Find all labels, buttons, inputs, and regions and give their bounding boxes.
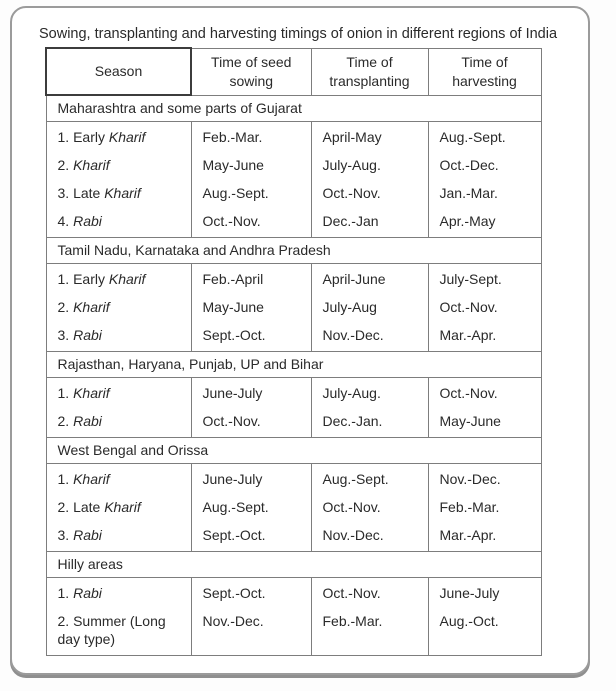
harvesting-value: Oct.-Nov. — [439, 298, 498, 315]
region-header-label: Rajasthan, Haryana, Punjab, UP and Bihar — [46, 351, 541, 377]
season-entry: 3. Rabi — [57, 326, 102, 343]
sowing-value: Sept.-Oct. — [202, 526, 266, 543]
harvesting-value: Aug.-Oct. — [439, 612, 499, 629]
season-entry: 2. Summer (Long day type) — [57, 612, 166, 647]
column-header-transplanting: Time of transplanting — [311, 48, 428, 95]
seed-sowing-cell — [191, 263, 311, 351]
region-header-label: Hilly areas — [46, 551, 541, 577]
sowing-value: Sept.-Oct. — [202, 584, 266, 601]
region-data-row — [46, 377, 541, 437]
harvesting-value: Mar.-Apr. — [439, 526, 497, 543]
transplanting-value: Nov.-Dec. — [322, 526, 384, 543]
region-header-label: West Bengal and Orissa — [46, 437, 541, 463]
transplanting-cell — [311, 463, 428, 551]
region-header-label: Tamil Nadu, Karnataka and Andhra Pradesh — [46, 237, 541, 263]
harvesting-value: June-July — [439, 584, 500, 601]
sowing-value: Feb.-April — [202, 270, 264, 287]
season-entry: 1. Rabi — [57, 584, 102, 601]
region-data-row — [46, 463, 541, 551]
column-header-seed-sowing: Time of seed sowing — [191, 48, 311, 95]
transplanting-value: April-June — [322, 270, 386, 287]
transplanting-value: Feb.-Mar. — [322, 612, 383, 629]
season-entry: 2. Rabi — [57, 412, 102, 429]
sowing-value: Oct.-Nov. — [202, 412, 261, 429]
page-title: Sowing, transplanting and harvesting timings of onion in different regions of India — [39, 26, 558, 42]
transplanting-value: Dec.-Jan — [322, 212, 379, 229]
harvesting-value: Aug.-Sept. — [439, 128, 506, 145]
transplanting-value: Oct.-Nov. — [322, 184, 381, 201]
sowing-value: Sept.-Oct. — [202, 326, 266, 343]
column-header-harvesting: Time of harvesting — [428, 48, 541, 95]
harvesting-cell — [428, 121, 541, 237]
transplanting-cell — [311, 577, 428, 655]
transplanting-value: Oct.-Nov. — [322, 498, 381, 515]
harvesting-cell — [428, 263, 541, 351]
transplanting-value: July-Aug — [322, 298, 377, 315]
region-data-row — [46, 263, 541, 351]
region-data-row — [46, 577, 541, 655]
transplanting-value: Dec.-Jan. — [322, 412, 383, 429]
harvesting-value: Feb.-Mar. — [439, 498, 500, 515]
transplanting-value: Aug.-Sept. — [322, 470, 389, 487]
harvesting-value: July-Sept. — [439, 270, 502, 287]
transplanting-cell — [311, 121, 428, 237]
sowing-value: May-June — [202, 298, 264, 315]
transplanting-value: Oct.-Nov. — [322, 584, 381, 601]
header-row — [46, 48, 541, 95]
region-header-label: Maharashtra and some parts of Gujarat — [46, 95, 541, 121]
seed-sowing-cell — [191, 463, 311, 551]
harvesting-value: May-June — [439, 412, 501, 429]
sowing-value: Aug.-Sept. — [202, 184, 269, 201]
season-entry: 3. Late Kharif — [57, 184, 141, 201]
region-header-row — [46, 237, 541, 263]
harvesting-value: Nov.-Dec. — [439, 470, 501, 487]
season-cell — [46, 121, 191, 237]
season-entry: 1. Kharif — [57, 470, 110, 487]
sowing-value: Oct.-Nov. — [202, 212, 261, 229]
season-entry: 1. Early Kharif — [57, 128, 146, 145]
season-entry: 1. Kharif — [57, 384, 110, 401]
region-header-row — [46, 351, 541, 377]
content-card — [10, 6, 590, 675]
transplanting-value: April-May — [322, 128, 382, 145]
region-header-row — [46, 437, 541, 463]
sowing-value: May-June — [202, 156, 264, 173]
transplanting-value: Nov.-Dec. — [322, 326, 384, 343]
region-header-row — [46, 551, 541, 577]
harvesting-cell — [428, 577, 541, 655]
harvesting-value: Oct.-Nov. — [439, 384, 498, 401]
season-cell — [46, 263, 191, 351]
seed-sowing-cell — [191, 577, 311, 655]
season-cell — [46, 377, 191, 437]
onion-timings-table — [45, 47, 542, 656]
harvesting-value: Jan.-Mar. — [439, 184, 498, 201]
harvesting-cell — [428, 377, 541, 437]
season-entry: 3. Rabi — [57, 526, 102, 543]
harvesting-cell — [428, 463, 541, 551]
region-data-row — [46, 121, 541, 237]
seed-sowing-cell — [191, 121, 311, 237]
column-header-season: Season — [46, 48, 191, 95]
transplanting-value: July-Aug. — [322, 156, 381, 173]
transplanting-cell — [311, 263, 428, 351]
season-cell — [46, 463, 191, 551]
transplanting-cell — [311, 377, 428, 437]
season-entry: 4. Rabi — [57, 212, 102, 229]
season-entry: 2. Late Kharif — [57, 498, 141, 515]
sowing-value: Nov.-Dec. — [202, 612, 264, 629]
season-entry: 1. Early Kharif — [57, 270, 146, 287]
transplanting-value: July-Aug. — [322, 384, 381, 401]
season-entry: 2. Kharif — [57, 156, 110, 173]
sowing-value: June-July — [202, 470, 263, 487]
sowing-value: Aug.-Sept. — [202, 498, 269, 515]
sowing-value: Feb.-Mar. — [202, 128, 263, 145]
harvesting-value: Mar.-Apr. — [439, 326, 497, 343]
region-header-row — [46, 95, 541, 121]
season-cell — [46, 577, 191, 655]
sowing-value: June-July — [202, 384, 263, 401]
seed-sowing-cell — [191, 377, 311, 437]
harvesting-value: Apr.-May — [439, 212, 496, 229]
harvesting-value: Oct.-Dec. — [439, 156, 499, 173]
season-entry: 2. Kharif — [57, 298, 110, 315]
